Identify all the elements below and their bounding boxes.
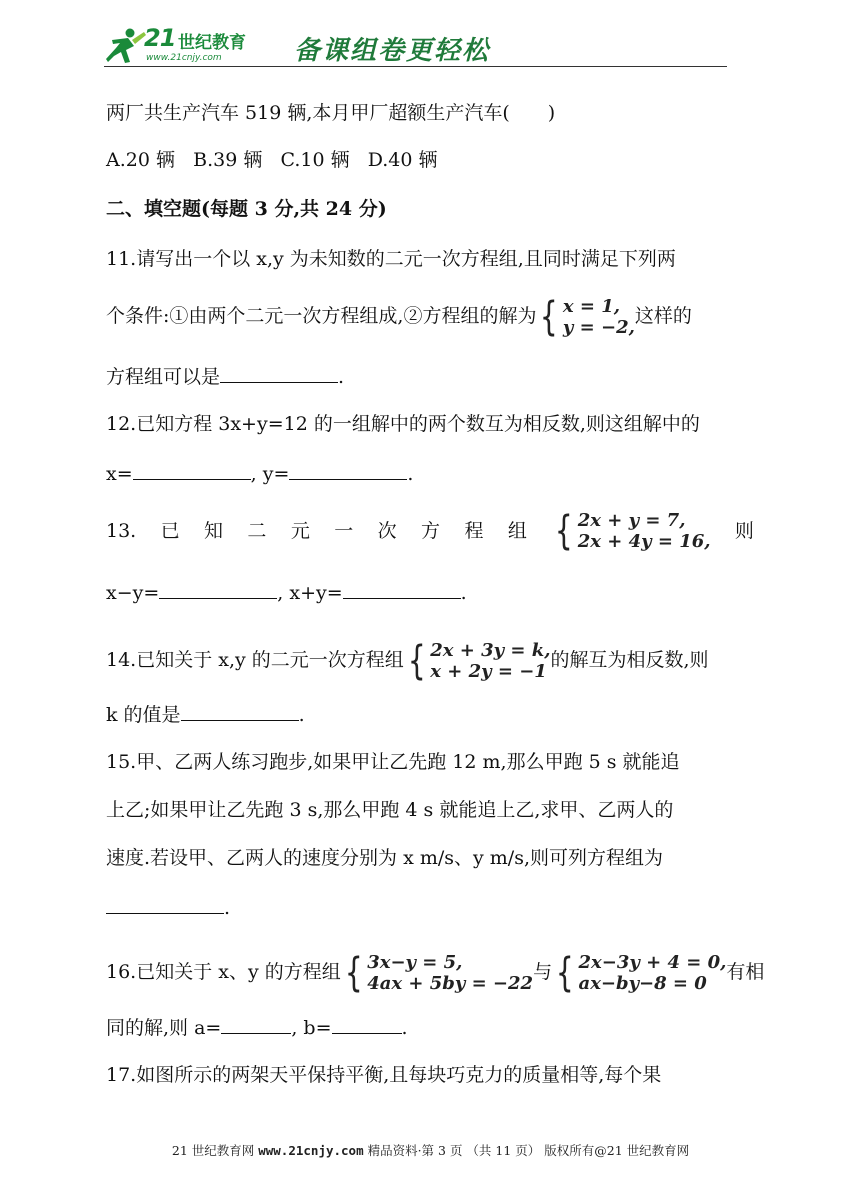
q14-text: k 的值是 bbox=[106, 704, 181, 726]
brace-icon: { bbox=[344, 950, 363, 996]
q11-solution-system bbox=[536, 296, 634, 338]
brace-icon: { bbox=[555, 508, 573, 554]
q13-char: 则 bbox=[734, 520, 754, 542]
logo-number: 21 bbox=[144, 24, 176, 52]
header-divider bbox=[104, 66, 727, 67]
runner-logo-icon bbox=[104, 26, 148, 66]
q13-char: 组 bbox=[507, 520, 527, 542]
q16-text: 有相 bbox=[726, 961, 765, 983]
q12-text: , y= bbox=[250, 463, 290, 485]
answer-blank[interactable] bbox=[343, 580, 461, 599]
equation: ax−by−8 = 0 bbox=[578, 973, 707, 994]
q11-line1: 11.请写出一个以 x,y 为未知数的二元一次方程组,且同时满足下列两 bbox=[106, 248, 676, 270]
q16-text: , b= bbox=[291, 1017, 332, 1039]
q15-line1: 15.甲、乙两人练习跑步,如果甲让乙先跑 12 m,那么甲跑 5 s 就能追 bbox=[106, 751, 680, 773]
q16-text: 与 bbox=[533, 961, 553, 983]
q13-line2 bbox=[106, 580, 467, 606]
q14-text: 的解互为相反数,则 bbox=[550, 649, 709, 671]
footer-url[interactable]: www.21cnjy.com bbox=[258, 1143, 364, 1158]
equation: y = −2, bbox=[562, 317, 635, 338]
answer-blank[interactable] bbox=[133, 461, 251, 480]
q16-line1 bbox=[106, 952, 764, 994]
option-c: C.10 辆 bbox=[280, 149, 350, 171]
q13-char: 已 bbox=[160, 520, 180, 542]
period: . bbox=[224, 897, 231, 919]
answer-blank[interactable] bbox=[159, 580, 277, 599]
option-d: D.40 辆 bbox=[367, 149, 438, 171]
equation: x = 1, bbox=[562, 296, 621, 317]
q10-continuation: 两厂共生产汽车 519 辆,本月甲厂超额生产汽车( ) bbox=[106, 102, 556, 124]
q13-char: 二 bbox=[247, 520, 267, 542]
q16-text: 16.已知关于 x、y 的方程组 bbox=[106, 961, 341, 983]
q14-line1 bbox=[106, 640, 709, 682]
equation: 2x + y = 7, bbox=[577, 510, 686, 531]
q13-char: 一 bbox=[334, 520, 354, 542]
q13-number: 13. bbox=[106, 520, 137, 542]
q13-line1 bbox=[106, 508, 754, 554]
answer-blank[interactable] bbox=[289, 461, 407, 480]
q14-system bbox=[404, 640, 551, 682]
footer-site: 21 世纪教育网 bbox=[171, 1143, 259, 1158]
header-slogan: 备课组卷更轻松 bbox=[294, 36, 491, 66]
q11-line3 bbox=[106, 364, 344, 390]
equation: 3x−y = 5, bbox=[367, 952, 463, 973]
q15-line3: 速度.若设甲、乙两人的速度分别为 x m/s、y m/s,则可列方程组为 bbox=[106, 847, 663, 869]
answer-blank[interactable] bbox=[332, 1015, 402, 1034]
answer-blank[interactable] bbox=[106, 895, 224, 914]
q16-line2 bbox=[106, 1015, 408, 1041]
page-header bbox=[104, 22, 727, 70]
period: . bbox=[401, 1017, 408, 1039]
q12-text: x= bbox=[106, 463, 133, 485]
equation: 2x−3y + 4 = 0, bbox=[578, 952, 727, 973]
q13-char: 程 bbox=[464, 520, 484, 542]
q16-system-2 bbox=[552, 952, 726, 994]
equation: 4ax + 5by = −22 bbox=[367, 973, 534, 994]
period: . bbox=[407, 463, 414, 485]
logo-url[interactable]: www.21cnjy.com bbox=[146, 53, 222, 63]
brace-icon: { bbox=[407, 638, 426, 684]
q16-system-1 bbox=[341, 952, 533, 994]
q15-line4 bbox=[106, 895, 230, 921]
q11-text: 方程组可以是 bbox=[106, 366, 221, 388]
period: . bbox=[338, 366, 345, 388]
equation: 2x + 4y = 16, bbox=[577, 531, 711, 552]
q13-char: 方 bbox=[421, 520, 441, 542]
answer-blank[interactable] bbox=[220, 364, 338, 383]
brace-icon: { bbox=[540, 294, 559, 340]
section-title: 二、填空题(每题 3 分,共 24 分) bbox=[106, 198, 387, 220]
option-a: A.20 辆 bbox=[106, 149, 175, 171]
q13-char: 次 bbox=[377, 520, 397, 542]
logo-brand: 世纪教育 bbox=[178, 33, 246, 53]
q13-system bbox=[551, 510, 710, 552]
q12-line1: 12.已知方程 3x+y=12 的一组解中的两个数互为相反数,则这组解中的 bbox=[106, 413, 700, 435]
answer-blank[interactable] bbox=[221, 1015, 291, 1034]
option-b: B.39 辆 bbox=[193, 149, 263, 171]
q13-char: 元 bbox=[290, 520, 310, 542]
brace-icon: { bbox=[555, 950, 574, 996]
q11-line2 bbox=[106, 296, 692, 338]
q14-text: 14.已知关于 x,y 的二元一次方程组 bbox=[106, 649, 404, 671]
q14-line2 bbox=[106, 702, 305, 728]
q11-text: 个条件:①由两个二元一次方程组成,②方程组的解为 bbox=[106, 305, 537, 327]
period: . bbox=[298, 704, 305, 726]
period: . bbox=[460, 582, 467, 604]
equation: 2x + 3y = k, bbox=[430, 640, 551, 661]
q17-line1: 17.如图所示的两架天平保持平衡,且每块巧克力的质量相等,每个果 bbox=[106, 1064, 662, 1086]
q13-char: 知 bbox=[204, 520, 224, 542]
q12-line2 bbox=[106, 461, 413, 487]
q16-text: 同的解,则 a= bbox=[106, 1017, 222, 1039]
q10-options bbox=[106, 147, 438, 173]
q11-text: 这样的 bbox=[634, 305, 692, 327]
answer-blank[interactable] bbox=[181, 702, 299, 721]
q15-line2: 上乙;如果甲让乙先跑 3 s,那么甲跑 4 s 就能追上乙,求甲、乙两人的 bbox=[106, 799, 674, 821]
footer-page-info: 精品资料·第 3 页 （共 11 页） 版权所有@21 世纪教育网 bbox=[363, 1143, 690, 1158]
page-footer bbox=[0, 1141, 861, 1159]
equation: x + 2y = −1 bbox=[430, 661, 547, 682]
q13-text: x−y= bbox=[106, 582, 160, 604]
q13-text: , x+y= bbox=[277, 582, 343, 604]
